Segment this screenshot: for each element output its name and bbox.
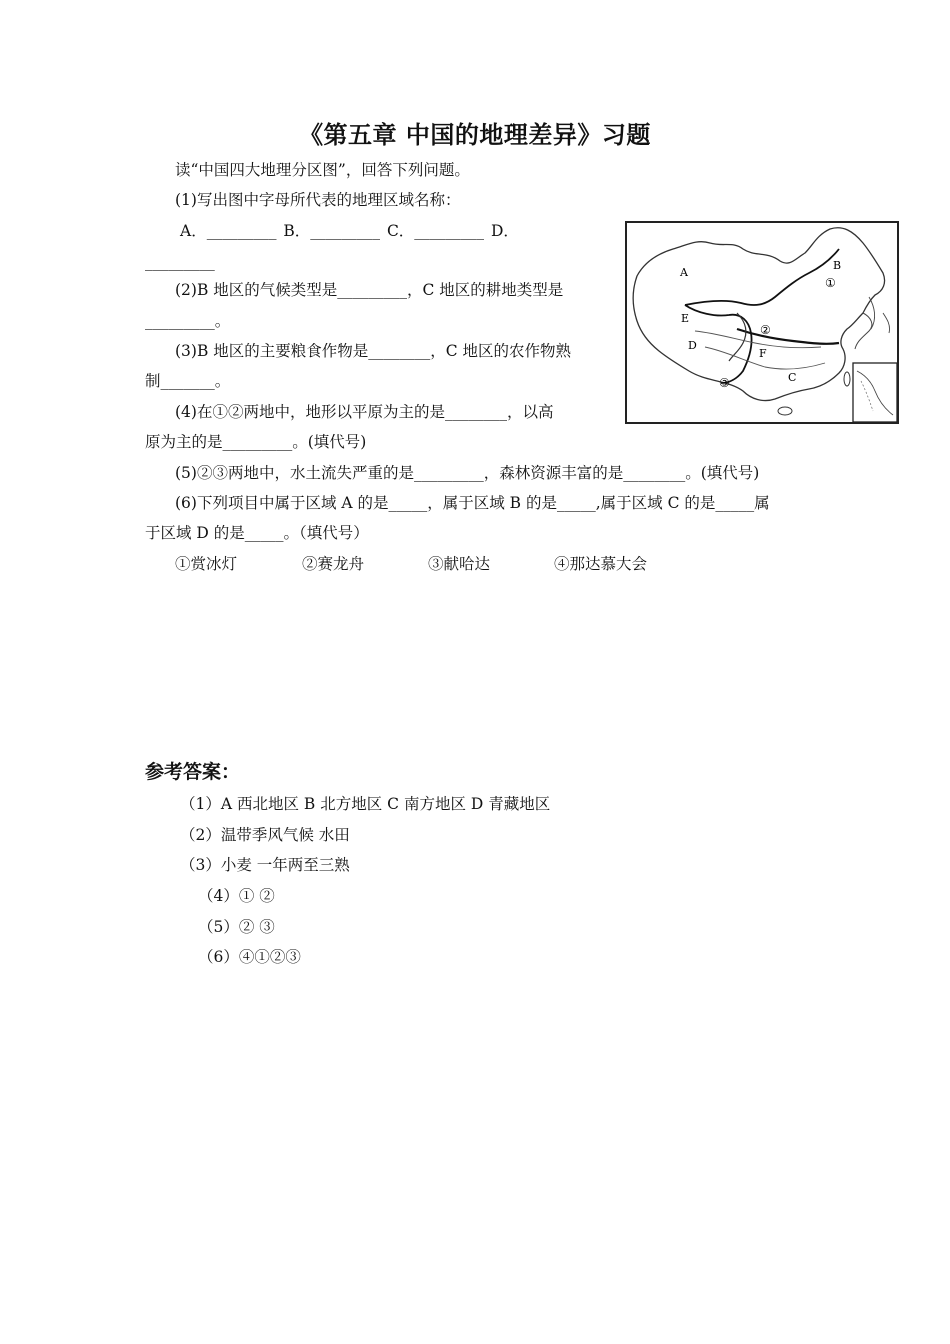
- map-label-point-3: ③: [719, 376, 730, 390]
- question-6-options: [175, 554, 647, 574]
- question-6-line-1: (6)下列项目中属于区域 A 的是_____，属于区域 B 的是_____,属于区域 C 的是_____属: [175, 494, 770, 512]
- answer-3: （3）小麦 一年两至三熟: [180, 856, 350, 874]
- question-3-line-1: (3)B 地区的主要粮食作物是________，C 地区的农作物熟: [175, 342, 572, 360]
- answer-6: （6）④①②③: [198, 948, 301, 966]
- map-label-point-2: ②: [760, 323, 771, 337]
- page-title: 《第五章 中国的地理差异》习题: [299, 120, 651, 149]
- answer-5: （5）② ③: [198, 918, 275, 936]
- map-label-point-1: ①: [825, 276, 836, 290]
- map-label-A: A: [680, 266, 688, 279]
- question-1-blank: _________: [145, 253, 215, 271]
- map-label-C: C: [788, 371, 797, 384]
- map-label-F: F: [759, 347, 767, 360]
- option-1: ①赏冰灯: [175, 555, 238, 573]
- answer-4: （4）① ②: [198, 887, 275, 905]
- question-3-line-2: 制_______。: [145, 372, 231, 390]
- question-1-choices: A．_________ B．_________ C．_________ D．: [180, 222, 519, 240]
- question-1: (1)写出图中字母所代表的地理区域名称：: [175, 191, 461, 209]
- question-5: (5)②③两地中，水土流失严重的是_________，森林资源丰富的是________。(填代号): [175, 464, 760, 482]
- answer-1: （1）A 西北地区 B 北方地区 C 南方地区 D 青藏地区: [180, 795, 551, 813]
- china-regions-map: [625, 221, 899, 424]
- question-6-line-2: 于区域 D 的是_____。（填代号）: [145, 524, 369, 542]
- question-4-line-2: 原为主的是_________。(填代号): [145, 433, 367, 451]
- option-3: ③献哈达: [428, 555, 491, 573]
- question-4-line-1: (4)在①②两地中，地形以平原为主的是________，以高: [175, 403, 554, 421]
- intro-text: 读“中国四大地理分区图”，回答下列问题。: [175, 161, 470, 179]
- answers-heading: 参考答案：: [145, 761, 241, 783]
- question-2-line-2: _________。: [145, 312, 231, 330]
- question-2-line-1: (2)B 地区的气候类型是_________，C 地区的耕地类型是: [175, 281, 564, 299]
- map-label-D: D: [688, 339, 697, 352]
- option-4: ④那达慕大会: [554, 555, 648, 573]
- map-label-B: B: [833, 259, 842, 272]
- map-label-E: E: [681, 312, 690, 325]
- option-2: ②赛龙舟: [302, 555, 365, 573]
- answer-2: （2）温带季风气候 水田: [180, 826, 350, 844]
